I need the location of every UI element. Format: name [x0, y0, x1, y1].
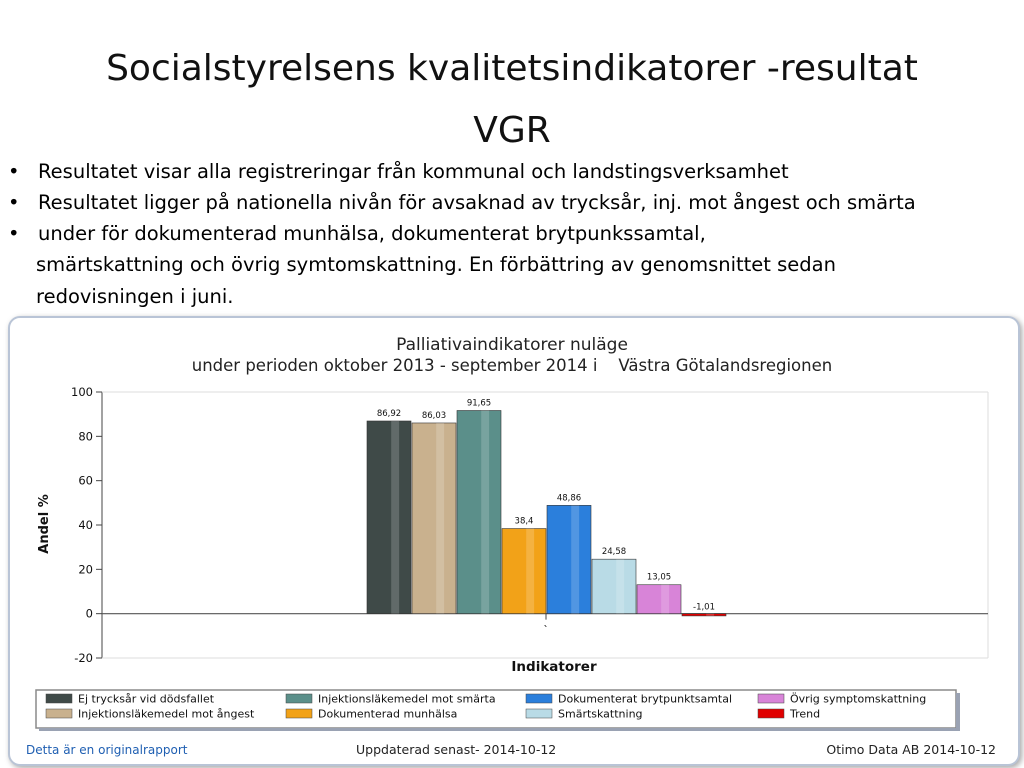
bullet-item [8, 156, 1008, 187]
bar [367, 421, 411, 614]
x-tick-label: ` [543, 623, 549, 637]
bar-highlight [436, 423, 444, 614]
y-tick-label: 100 [71, 385, 93, 399]
legend-swatch [758, 709, 784, 718]
y-axis-label: Andel % [37, 494, 52, 554]
bar [592, 559, 636, 613]
bullet-text: Resultatet visar alla registreringar från kommunal och landstingsverksamhet [38, 160, 789, 183]
footer-vendor: Otimo Data AB 2014-10-12 [826, 742, 996, 757]
y-tick-label: 80 [78, 429, 93, 444]
slide-title-line1: Socialstyrelsens kvalitetsindikatorer -resultat [106, 48, 918, 89]
legend-label: Ej trycksår vid dödsfallet [78, 692, 215, 706]
bullet-list [8, 156, 1008, 313]
legend-label: Injektionsläkemedel mot smärta [318, 692, 496, 706]
data-label: 13,05 [646, 572, 672, 583]
chart-legend [36, 690, 960, 731]
bar [682, 614, 726, 616]
bullet-dot-icon: • [8, 191, 20, 214]
bar-highlight [706, 614, 714, 616]
bar-highlight [571, 505, 579, 613]
bar-highlight [661, 585, 669, 614]
y-tick-label: 60 [78, 473, 93, 488]
legend-label: Övrig symptomskattning [790, 692, 927, 706]
legend-shadow [39, 728, 960, 731]
legend-label: Dokumenterad munhälsa [318, 707, 458, 721]
bar [547, 505, 591, 613]
bar [637, 585, 681, 614]
bullet-dot-icon: • [8, 160, 20, 183]
legend-swatch [526, 694, 552, 703]
legend-swatch [46, 694, 72, 703]
bullet-item [8, 187, 1008, 218]
bar-highlight [526, 529, 534, 614]
bar [412, 423, 456, 614]
bullet-dot-icon: • [8, 222, 20, 245]
y-tick-label: -20 [74, 651, 93, 665]
bullet-text: Resultatet ligger på nationella nivån för avsaknad av trycksår, inj. mot ångest och smärta [38, 191, 916, 214]
legend-label: Trend [790, 707, 821, 721]
footer-updated: Uppdaterad senast- 2014-10-12 [356, 742, 557, 757]
bar [502, 529, 546, 614]
legend-label: Smärtskattning [558, 707, 643, 721]
data-label: 24,58 [601, 547, 627, 558]
data-label: 38,4 [514, 516, 534, 527]
data-label: -1,01 [693, 602, 715, 613]
legend-label: Injektionsläkemedel mot ångest [78, 707, 255, 721]
bar-highlight [391, 421, 399, 614]
data-label: 48,86 [556, 493, 582, 504]
data-label: 86,92 [376, 408, 402, 419]
data-label: 91,65 [466, 398, 492, 409]
x-axis-label: Indikatorer [511, 659, 597, 675]
chart-bars [367, 399, 726, 616]
y-tick-label: 40 [78, 518, 93, 532]
bar [457, 411, 501, 614]
legend-swatch [286, 709, 312, 718]
slide-title [0, 38, 1024, 162]
bar-highlight [481, 411, 489, 614]
chart-subtitle: under perioden oktober 2013 - september 2014 i Västra Götalandsregionen [191, 356, 833, 375]
chart-title: Palliativaindikatorer nuläge [396, 335, 628, 355]
chart-frame [8, 316, 1020, 766]
footer-original-report: Detta är en originalrapport [26, 743, 188, 757]
bullet-text: under för dokumenterad munhälsa, dokumenterat brytpunkssamtal, [38, 222, 706, 245]
bullet-item [8, 218, 1008, 249]
bullet-continuation: redovisningen i juni. [36, 285, 234, 308]
bullet-continuation: smärtskattning och övrig symtomskattning. En förbättring av genomsnittet sedan [36, 253, 836, 276]
bar-chart [10, 318, 1014, 760]
legend-label: Dokumenterat brytpunktsamtal [558, 692, 733, 706]
legend-swatch [46, 709, 72, 718]
legend-swatch [526, 709, 552, 718]
bar-highlight [616, 559, 624, 613]
slide-title-line2: VGR [473, 110, 551, 151]
legend-swatch [758, 694, 784, 703]
legend-swatch [286, 694, 312, 703]
y-tick-label: 20 [78, 562, 93, 577]
data-label: 86,03 [421, 410, 447, 421]
legend-shadow [956, 693, 960, 730]
y-tick-label: 0 [85, 606, 93, 621]
